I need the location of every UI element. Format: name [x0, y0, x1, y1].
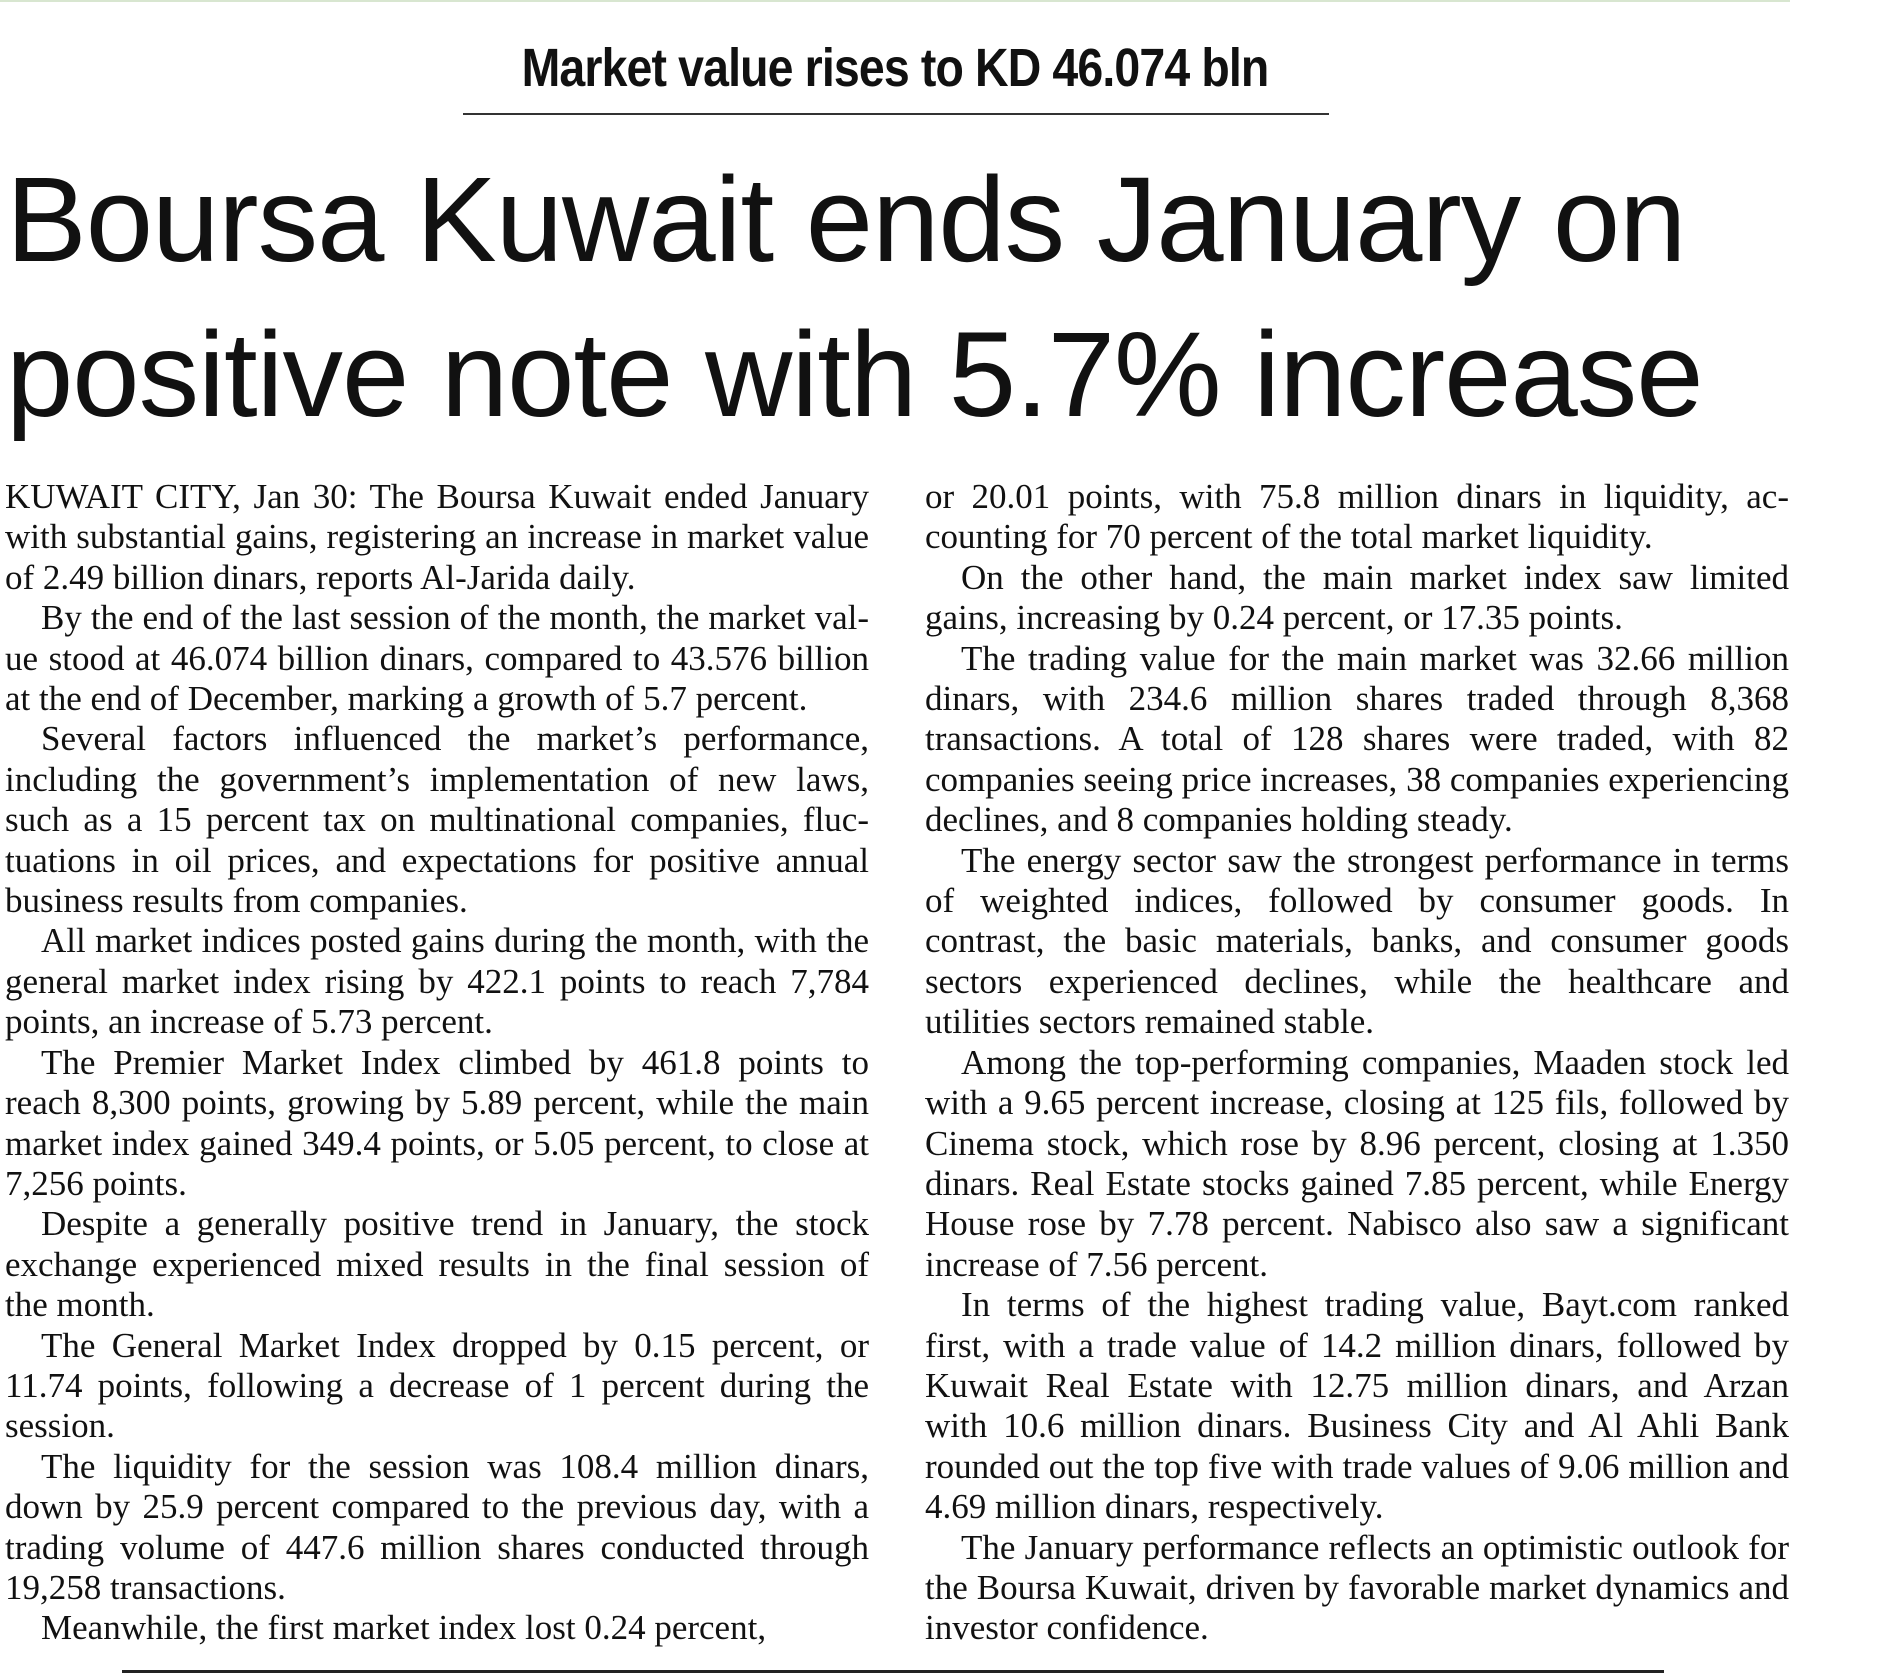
paragraph: On the other hand, the main market index saw limited gains, increasing by 0.24 percent, or 17.35 points.	[925, 557, 1789, 638]
paragraph: The General Market Index dropped by 0.15 percent, or 11.74 points, following a decrease of 1 percent during the session.	[5, 1325, 869, 1446]
paragraph: The trading value for the main market was 32.66 million dinars, with 234.6 million shares traded through 8,368 transactions. A total of 128 shares were traded, with 82 companies seeing price increases, 38 companies experiencing declines, and 8 companies holding steady.	[925, 638, 1789, 840]
paragraph: By the end of the last session of the month, the market value stood at 46.074 billion dinars, compared to 43.576 billion at the end of December, marking a growth of 5.7 percent.	[5, 598, 869, 719]
paragraph: Despite a generally positive trend in January, the stock exchange experienced mixed results in the final session of the month.	[5, 1204, 869, 1325]
paragraph: The liquidity for the session was 108.4 million dinars, down by 25.9 percent compared to the previous day, with a trading volume of 447.6 million shares conducted through 19,258 transactions.	[5, 1446, 869, 1607]
paragraph: Several factors influenced the market’s performance, including the government’s implementation of new laws, such as a 15 percent tax on multinational companies, fluctuations in oil prices, and expectations for positive annual business results from companies.	[5, 719, 869, 921]
paragraph: Among the top-performing companies, Maaden stock led with a 9.65 percent increase, closing at 125 fils, followed by Cinema stock, which rose by 8.96 percent, closing at 1.350 dinars. Real Estate stocks gained 7.85 percent, while Energy House rose by 7.78 percent. Nabisco also saw a significant increase of 7.56 percent.	[925, 1042, 1789, 1284]
article-column-right	[925, 477, 1789, 1649]
headline-line-2: positive note with 5.7% increase	[6, 306, 1703, 442]
paragraph: The Premier Market Index climbed by 461.8 points to reach 8,300 points, growing by 5.89 percent, while the main market index gained 349.4 points, or 5.05 percent, to close at 7,256 points.	[5, 1042, 869, 1203]
top-border-line	[0, 0, 1790, 2]
bottom-border-line	[122, 1670, 1664, 1673]
article-headline	[6, 142, 1796, 452]
paragraph: In terms of the highest trading value, Bayt.com ranked first, with a trade value of 14.2 million dinars, followed by Kuwait Real Estate with 12.75 million dinars, and Arzan with 10.6 million dinars. Business City and Al Ahli Bank rounded out the top five with trade values of 9.06 million and 4.69 million dinars, respectively.	[925, 1285, 1789, 1527]
paragraph: Meanwhile, the first market index lost 0.24 percent,	[41, 1608, 767, 1648]
kicker-underline	[463, 113, 1329, 115]
paragraph: or 20.01 points, with 75.8 million dinars in liquidity, accounting for 70 percent of the total market liquidity.	[925, 477, 1789, 557]
paragraph: The January performance reflects an optimistic outlook for the Boursa Kuwait, driven by favorable market dynamics and investor confidence.	[925, 1527, 1789, 1648]
article-kicker: Market value rises to KD 46.074 bln	[521, 38, 1269, 98]
headline-line-1: Boursa Kuwait ends January on	[6, 151, 1686, 287]
paragraph: KUWAIT CITY, Jan 30: The Boursa Kuwait ended January with substantial gains, registering an increase in market value of 2.49 billion dinars, reports Al-Jarida daily.	[5, 477, 869, 597]
article-column-left	[5, 477, 869, 1649]
paragraph: All market indices posted gains during the month, with the general market index rising by 422.1 points to reach 7,784 points, an increase of 5.73 percent.	[5, 921, 869, 1042]
paragraph: The energy sector saw the strongest performance in terms of weighted indices, followed by consumer goods. In contrast, the basic materials, banks, and consumer goods sectors experienced declines, while the healthcare and utilities sectors remained stable.	[925, 840, 1789, 1042]
